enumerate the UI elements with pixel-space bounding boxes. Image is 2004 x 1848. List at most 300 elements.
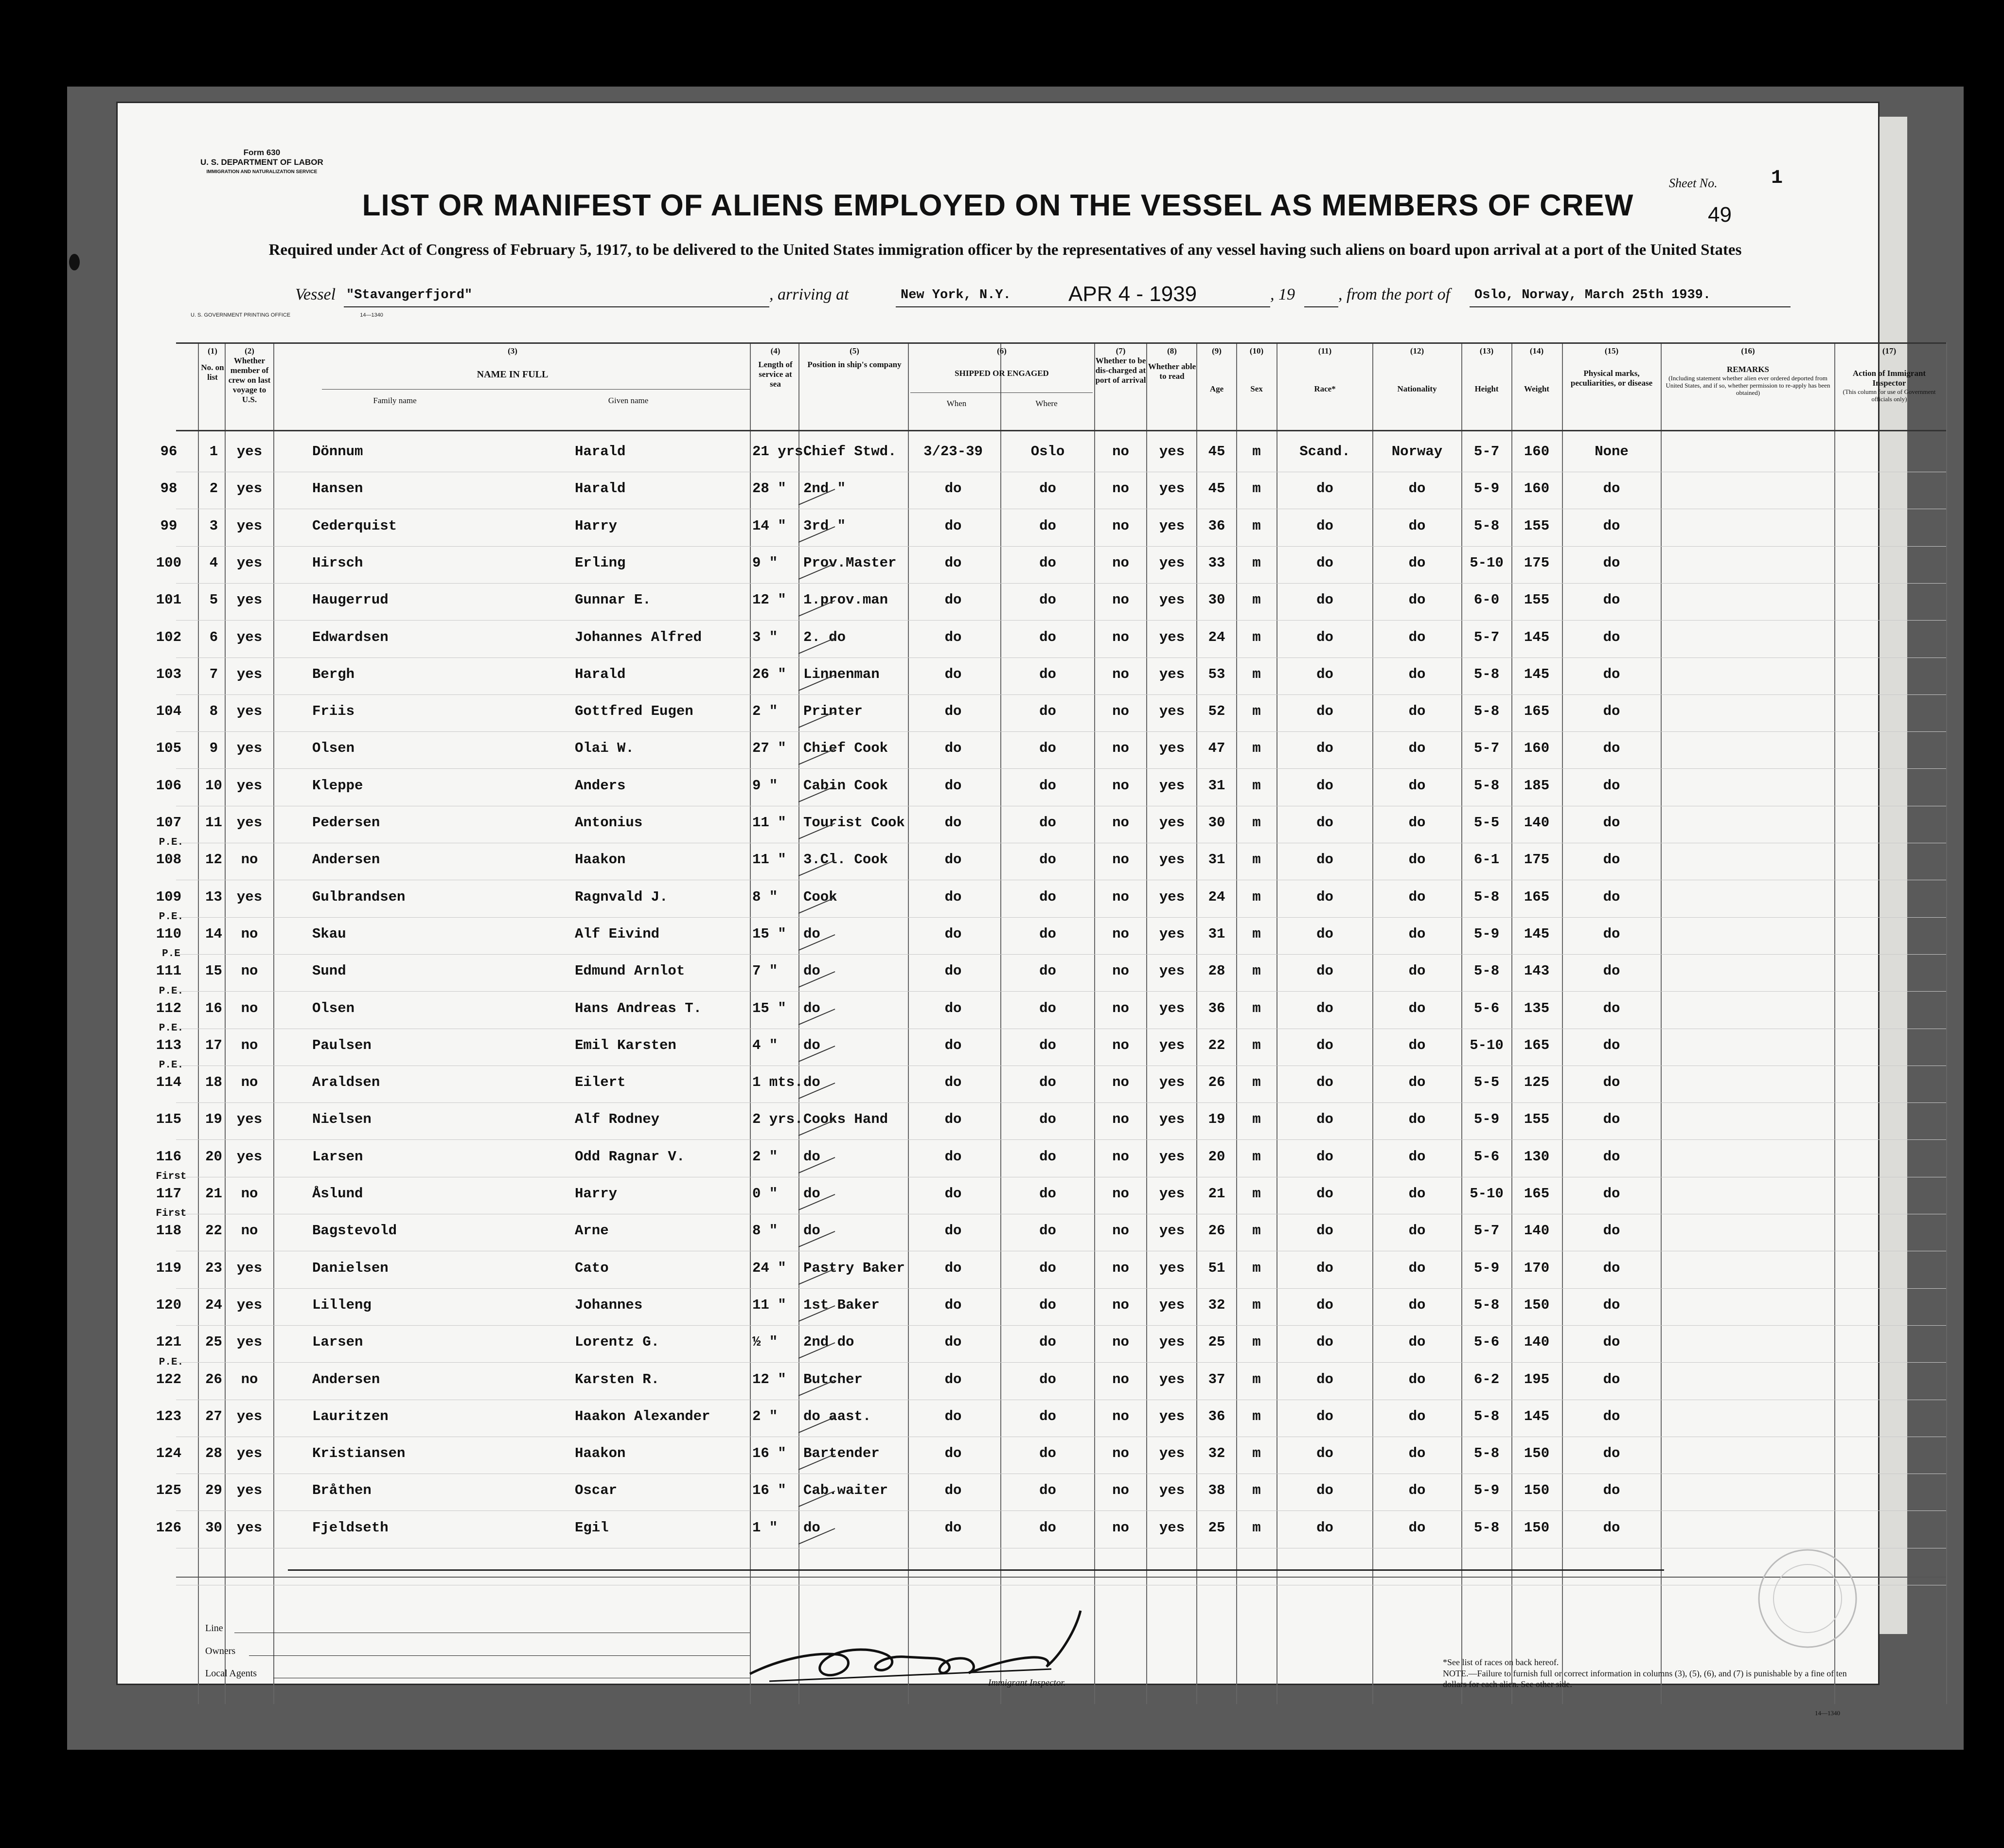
member-cell: yes xyxy=(236,1260,263,1276)
given-cell: Harald xyxy=(575,480,626,497)
no-cell: 30 xyxy=(205,1519,222,1536)
sex-cell: m xyxy=(1252,1111,1261,1128)
member-cell: no xyxy=(241,1223,258,1239)
ditto-pen-mark xyxy=(796,597,840,621)
shipped-subrule xyxy=(910,392,1093,393)
member-cell: yes xyxy=(236,1111,263,1128)
race-cell: Scand. xyxy=(1299,444,1350,460)
when-cell: do xyxy=(944,592,962,608)
service-cell: 12 " xyxy=(752,592,786,608)
discharged-cell: no xyxy=(1112,1000,1129,1016)
discharged-cell: no xyxy=(1112,592,1129,608)
member-cell: yes xyxy=(236,1519,263,1536)
weight-cell: 195 xyxy=(1524,1371,1550,1387)
sex-cell: m xyxy=(1252,1000,1261,1016)
col3-header xyxy=(274,346,751,379)
family-name-header: Family name xyxy=(373,396,417,405)
owners-underline xyxy=(249,1655,750,1656)
marks-cell: do xyxy=(1603,1297,1620,1313)
weight-cell: 125 xyxy=(1524,1074,1550,1091)
read-cell: yes xyxy=(1159,1037,1185,1053)
height-cell: 5-8 xyxy=(1473,517,1500,534)
marks-cell: do xyxy=(1603,888,1620,905)
no-cell: 12 xyxy=(205,852,222,868)
where-cell: do xyxy=(1039,480,1056,497)
age-cell: 52 xyxy=(1208,703,1225,720)
family-cell: Larsen xyxy=(312,1148,363,1165)
col4-label: Length of service at sea xyxy=(758,360,793,389)
when-cell: do xyxy=(944,852,962,868)
family-cell: Edwardsen xyxy=(312,629,389,645)
col3-number: (3) xyxy=(508,346,517,355)
ditto-pen-mark xyxy=(796,1339,840,1363)
when-cell: do xyxy=(944,554,962,571)
where-cell: do xyxy=(1039,1371,1056,1387)
handwritten-number: 49 xyxy=(1708,203,1732,227)
age-cell: 32 xyxy=(1208,1445,1225,1462)
arrival-underline xyxy=(896,306,1270,307)
when-cell: do xyxy=(944,1186,962,1202)
race-cell: do xyxy=(1316,629,1333,645)
no-cell: 29 xyxy=(205,1482,222,1499)
race-cell: do xyxy=(1316,1037,1333,1053)
position-cell: Cooks Hand xyxy=(803,1111,888,1128)
margin-number: 115 xyxy=(156,1111,182,1128)
given-cell: Alf Rodney xyxy=(575,1111,660,1128)
col10-number: (10) xyxy=(1249,346,1264,355)
where-cell: do xyxy=(1039,1186,1056,1202)
service-cell: 2 " xyxy=(752,703,778,720)
col16-sub: (Including statement whether alien ever ordered deported from United States, and if so, whether permission to re-apply has been obtained) xyxy=(1666,374,1830,396)
penalty-note: NOTE.—Failure to furnish full or correct information in columns (3), (5), (6), and (7) is punishable by a fine of ten dollars for each alien. See other side. xyxy=(1443,1669,1847,1689)
weight-cell: 130 xyxy=(1524,1148,1550,1165)
height-cell: 5-9 xyxy=(1473,1260,1500,1276)
margin-number: 119 xyxy=(156,1260,182,1276)
where-cell: do xyxy=(1039,963,1056,979)
member-cell: yes xyxy=(236,554,263,571)
no-cell: 9 xyxy=(209,740,218,757)
col5-header xyxy=(801,346,908,370)
col2-header xyxy=(226,346,273,405)
read-cell: yes xyxy=(1159,517,1185,534)
age-cell: 25 xyxy=(1208,1519,1225,1536)
when-cell: do xyxy=(944,1334,962,1350)
sex-cell: m xyxy=(1252,963,1261,979)
sheet-no-value: 1 xyxy=(1771,167,1783,189)
marks-cell: do xyxy=(1603,1223,1620,1239)
where-cell: do xyxy=(1039,1334,1056,1350)
when-header: When xyxy=(946,399,967,408)
marks-cell: do xyxy=(1603,592,1620,608)
nationality-cell: do xyxy=(1408,740,1426,757)
marks-cell: do xyxy=(1603,517,1620,534)
nationality-cell: do xyxy=(1408,1186,1426,1202)
age-cell: 28 xyxy=(1208,963,1225,979)
no-cell: 24 xyxy=(205,1297,222,1313)
discharged-cell: no xyxy=(1112,1371,1129,1387)
marks-cell: do xyxy=(1603,1186,1620,1202)
member-cell: yes xyxy=(236,777,263,794)
no-cell: 15 xyxy=(205,963,222,979)
discharged-cell: no xyxy=(1112,517,1129,534)
where-cell: do xyxy=(1039,1223,1056,1239)
age-cell: 31 xyxy=(1208,777,1225,794)
col1-label: No. on list xyxy=(201,363,224,382)
manifest-sheet xyxy=(118,103,1936,1717)
family-cell: Larsen xyxy=(312,1334,363,1350)
service-cell: 24 " xyxy=(752,1260,786,1276)
col8-label: Whether able to read xyxy=(1148,362,1196,381)
column-rule xyxy=(1946,342,1947,1704)
col17-label: Action of Immigrant Inspector xyxy=(1852,369,1926,388)
margin-annotation: P.E. xyxy=(159,837,184,849)
weight-cell: 155 xyxy=(1524,1111,1550,1128)
service-cell: 4 " xyxy=(752,1037,778,1053)
arriving-label: , arriving at xyxy=(769,285,849,303)
no-cell: 3 xyxy=(209,517,218,534)
age-cell: 26 xyxy=(1208,1074,1225,1091)
member-cell: yes xyxy=(236,1297,263,1313)
nationality-cell: do xyxy=(1408,1445,1426,1462)
margin-number: 126 xyxy=(156,1519,182,1536)
col17-sub: (This column for use of Government officials only) xyxy=(1843,388,1936,403)
nationality-cell: do xyxy=(1408,925,1426,942)
service-name: IMMIGRATION AND NATURALIZATION SERVICE xyxy=(206,169,318,175)
height-cell: 5-8 xyxy=(1473,1297,1500,1313)
weight-cell: 150 xyxy=(1524,1519,1550,1536)
read-cell: yes xyxy=(1159,554,1185,571)
margin-number: 103 xyxy=(156,666,182,682)
height-cell: 5-7 xyxy=(1473,444,1500,460)
ditto-pen-mark xyxy=(796,745,840,769)
family-cell: Lilleng xyxy=(312,1297,372,1313)
margin-number: 108 xyxy=(156,852,182,868)
table-row xyxy=(118,629,1878,666)
race-cell: do xyxy=(1316,925,1333,942)
sex-cell: m xyxy=(1252,1037,1261,1053)
marks-cell: do xyxy=(1603,554,1620,571)
nationality-cell: do xyxy=(1408,1334,1426,1350)
margin-number: 116 xyxy=(156,1148,182,1165)
height-cell: 5-9 xyxy=(1473,1111,1500,1128)
height-cell: 5-8 xyxy=(1473,777,1500,794)
family-cell: Åslund xyxy=(312,1186,363,1202)
table-row xyxy=(118,1171,1878,1223)
height-cell: 5-9 xyxy=(1473,1482,1500,1499)
margin-annotation: P.E. xyxy=(159,1356,184,1368)
marks-cell: do xyxy=(1603,777,1620,794)
member-cell: no xyxy=(241,852,258,868)
weight-cell: 135 xyxy=(1524,1000,1550,1016)
col10-header xyxy=(1237,346,1276,394)
when-cell: do xyxy=(944,740,962,757)
ditto-pen-mark xyxy=(796,1191,840,1215)
where-cell: do xyxy=(1039,517,1056,534)
discharged-cell: no xyxy=(1112,480,1129,497)
member-cell: yes xyxy=(236,629,263,645)
nationality-cell: do xyxy=(1408,1000,1426,1016)
position-cell: Linnenman xyxy=(803,666,880,682)
col11-number: (11) xyxy=(1318,346,1332,355)
age-cell: 24 xyxy=(1208,888,1225,905)
member-cell: no xyxy=(241,963,258,979)
col13-header xyxy=(1462,346,1511,394)
member-cell: yes xyxy=(236,1408,263,1424)
position-cell: do aast. xyxy=(803,1408,871,1424)
read-cell: yes xyxy=(1159,815,1185,831)
nationality-cell: do xyxy=(1408,963,1426,979)
service-cell: ½ " xyxy=(752,1334,778,1350)
when-cell: do xyxy=(944,888,962,905)
discharged-cell: no xyxy=(1112,1186,1129,1202)
position-cell: Cabin Cook xyxy=(803,777,888,794)
service-cell: 16 " xyxy=(752,1445,786,1462)
where-cell: do xyxy=(1039,888,1056,905)
service-cell: 7 " xyxy=(752,963,778,979)
printing-office xyxy=(191,312,383,318)
race-cell: do xyxy=(1316,815,1333,831)
no-cell: 13 xyxy=(205,888,222,905)
where-cell: do xyxy=(1039,1260,1056,1276)
table-row xyxy=(118,444,1878,480)
weight-cell: 160 xyxy=(1524,480,1550,497)
sex-cell: m xyxy=(1252,703,1261,720)
family-cell: Araldsen xyxy=(312,1074,380,1091)
weight-cell: 150 xyxy=(1524,1482,1550,1499)
table-row xyxy=(118,518,1878,555)
margin-annotation: P.E. xyxy=(159,985,184,997)
where-cell: do xyxy=(1039,1297,1056,1313)
position-cell: do xyxy=(803,963,820,979)
col6-label: SHIPPED OR ENGAGED xyxy=(955,369,1049,378)
form-header xyxy=(200,148,323,177)
col12-header xyxy=(1373,346,1461,394)
service-cell: 2 yrs. xyxy=(752,1111,803,1128)
height-cell: 5-9 xyxy=(1473,925,1500,942)
race-cell: do xyxy=(1316,1074,1333,1091)
arrival-port: New York, N.Y. xyxy=(901,288,1011,302)
marks-cell: do xyxy=(1603,852,1620,868)
family-cell: Olsen xyxy=(312,740,355,757)
read-cell: yes xyxy=(1159,1297,1185,1313)
height-cell: 5-8 xyxy=(1473,1445,1500,1462)
where-cell: do xyxy=(1039,1148,1056,1165)
service-cell: 3 " xyxy=(752,629,778,645)
position-cell: 2nd " xyxy=(803,480,846,497)
race-cell: do xyxy=(1316,554,1333,571)
age-cell: 25 xyxy=(1208,1334,1225,1350)
member-cell: no xyxy=(241,925,258,942)
weight-cell: 140 xyxy=(1524,815,1550,831)
nationality-cell: do xyxy=(1408,1519,1426,1536)
col17-number: (17) xyxy=(1882,346,1897,355)
page-subtitle: Required under Act of Congress of February 5, 1917, to be delivered to the United States immigration officer by the representatives of any vessel having such aliens on board upon arrival at a port of the United States xyxy=(268,241,1742,259)
read-cell: yes xyxy=(1159,629,1185,645)
race-cell: do xyxy=(1316,1408,1333,1424)
no-cell: 8 xyxy=(209,703,218,720)
table-row xyxy=(118,703,1878,740)
race-cell: do xyxy=(1316,1148,1333,1165)
where-cell: do xyxy=(1039,1000,1056,1016)
given-cell: Olai W. xyxy=(575,740,634,757)
margin-annotation: P.E. xyxy=(159,1060,184,1071)
margin-annotation: First xyxy=(156,1171,187,1182)
read-cell: yes xyxy=(1159,963,1185,979)
printing-code: 14—1340 xyxy=(360,312,383,318)
margin-number: 117 xyxy=(156,1186,182,1202)
no-cell: 4 xyxy=(209,554,218,571)
race-cell: do xyxy=(1316,777,1333,794)
discharged-cell: no xyxy=(1112,888,1129,905)
age-cell: 21 xyxy=(1208,1186,1225,1202)
age-cell: 26 xyxy=(1208,1223,1225,1239)
read-cell: yes xyxy=(1159,888,1185,905)
nationality-cell: do xyxy=(1408,852,1426,868)
margin-number: 109 xyxy=(156,888,182,905)
when-cell: do xyxy=(944,1037,962,1053)
age-cell: 36 xyxy=(1208,517,1225,534)
when-cell: do xyxy=(944,1371,962,1387)
read-cell: yes xyxy=(1159,592,1185,608)
nationality-cell: Norway xyxy=(1391,444,1443,460)
member-cell: no xyxy=(241,1074,258,1091)
col2-label: Whether member of crew on last voyage to U.S. xyxy=(228,356,271,404)
position-cell: do xyxy=(803,1037,820,1053)
given-cell: Antonius xyxy=(575,815,643,831)
race-cell: do xyxy=(1316,1334,1333,1350)
when-cell: do xyxy=(944,1074,962,1091)
nationality-cell: do xyxy=(1408,666,1426,682)
member-cell: yes xyxy=(236,740,263,757)
col15-header xyxy=(1563,346,1660,388)
position-cell: 2nd do xyxy=(803,1334,854,1350)
when-cell: do xyxy=(944,1223,962,1239)
table-row xyxy=(118,1111,1878,1148)
marks-cell: do xyxy=(1603,1334,1620,1350)
no-cell: 2 xyxy=(209,480,218,497)
age-cell: 51 xyxy=(1208,1260,1225,1276)
ditto-pen-mark xyxy=(796,1450,840,1475)
position-cell: Prov.Master xyxy=(803,554,897,571)
race-cell: do xyxy=(1316,1445,1333,1462)
table-row xyxy=(118,1520,1878,1557)
footer-code: 14—1340 xyxy=(1815,1709,1840,1717)
position-cell: Butcher xyxy=(803,1371,863,1387)
race-cell: do xyxy=(1316,1371,1333,1387)
no-cell: 7 xyxy=(209,666,218,682)
marks-cell: do xyxy=(1603,1445,1620,1462)
read-cell: yes xyxy=(1159,1111,1185,1128)
height-cell: 5-8 xyxy=(1473,666,1500,682)
sex-cell: m xyxy=(1252,629,1261,645)
sex-cell: m xyxy=(1252,592,1261,608)
weight-cell: 165 xyxy=(1524,888,1550,905)
service-cell: 11 " xyxy=(752,852,786,868)
when-cell: do xyxy=(944,815,962,831)
given-cell: Edmund Arnlot xyxy=(575,963,685,979)
age-cell: 38 xyxy=(1208,1482,1225,1499)
given-cell: Alf Eivind xyxy=(575,925,660,942)
nationality-cell: do xyxy=(1408,1482,1426,1499)
table-row xyxy=(118,1445,1878,1482)
when-cell: do xyxy=(944,1260,962,1276)
given-cell: Karsten R. xyxy=(575,1371,660,1387)
nationality-cell: do xyxy=(1408,1111,1426,1128)
col16-label: REMARKS xyxy=(1727,365,1769,374)
member-cell: yes xyxy=(236,1334,263,1350)
ditto-pen-mark xyxy=(796,485,840,510)
weight-cell: 185 xyxy=(1524,777,1550,794)
when-cell: do xyxy=(944,1000,962,1016)
ditto-pen-mark xyxy=(796,1116,840,1140)
weight-cell: 155 xyxy=(1524,517,1550,534)
margin-number: 121 xyxy=(156,1334,182,1350)
agents-label: Local Agents xyxy=(205,1668,257,1679)
ditto-pen-mark xyxy=(796,1079,840,1103)
height-cell: 5-5 xyxy=(1473,1074,1500,1091)
family-cell: Danielsen xyxy=(312,1260,389,1276)
page-title: LIST OR MANIFEST OF ALIENS EMPLOYED ON THE VESSEL AS MEMBERS OF CREW xyxy=(362,189,1634,222)
position-cell: 1.prov.man xyxy=(803,592,888,608)
discharged-cell: no xyxy=(1112,1519,1129,1536)
race-cell: do xyxy=(1316,1260,1333,1276)
table-row xyxy=(118,592,1878,629)
sex-cell: m xyxy=(1252,852,1261,868)
where-cell: do xyxy=(1039,1519,1056,1536)
service-cell: 15 " xyxy=(752,925,786,942)
col2-number: (2) xyxy=(245,346,254,355)
given-cell: Arne xyxy=(575,1223,609,1239)
col12-label: Nationality xyxy=(1397,384,1437,393)
given-cell: Lorentz G. xyxy=(575,1334,660,1350)
marks-cell: do xyxy=(1603,629,1620,645)
given-cell: Haakon Alexander xyxy=(575,1408,710,1424)
official-seal xyxy=(1747,1538,1868,1659)
where-cell: do xyxy=(1039,666,1056,682)
no-cell: 19 xyxy=(205,1111,222,1128)
when-cell: do xyxy=(944,517,962,534)
no-cell: 20 xyxy=(205,1148,222,1165)
sex-cell: m xyxy=(1252,925,1261,942)
vessel-underline xyxy=(344,306,769,307)
ditto-pen-mark xyxy=(796,1154,840,1178)
service-cell: 21 yrs. xyxy=(752,444,812,460)
sex-cell: m xyxy=(1252,1074,1261,1091)
table-row xyxy=(118,1208,1878,1260)
family-cell: Kleppe xyxy=(312,777,363,794)
line-label: Line xyxy=(205,1623,223,1634)
vessel-name: "Stavangerfjord" xyxy=(346,288,473,302)
when-cell: do xyxy=(944,925,962,942)
weight-cell: 165 xyxy=(1524,1037,1550,1053)
height-cell: 5-10 xyxy=(1470,1037,1504,1053)
given-cell: Odd Ragnar V. xyxy=(575,1148,685,1165)
race-cell: do xyxy=(1316,852,1333,868)
ditto-pen-mark xyxy=(796,1227,840,1252)
service-cell: 9 " xyxy=(752,777,778,794)
nationality-cell: do xyxy=(1408,1297,1426,1313)
marks-cell: do xyxy=(1603,963,1620,979)
discharged-cell: no xyxy=(1112,1037,1129,1053)
margin-number: 102 xyxy=(156,629,182,645)
height-cell: 5-8 xyxy=(1473,703,1500,720)
where-cell: do xyxy=(1039,554,1056,571)
age-cell: 22 xyxy=(1208,1037,1225,1053)
no-cell: 25 xyxy=(205,1334,222,1350)
ditto-pen-mark xyxy=(796,1525,840,1549)
race-cell: do xyxy=(1316,1223,1333,1239)
member-cell: yes xyxy=(236,517,263,534)
